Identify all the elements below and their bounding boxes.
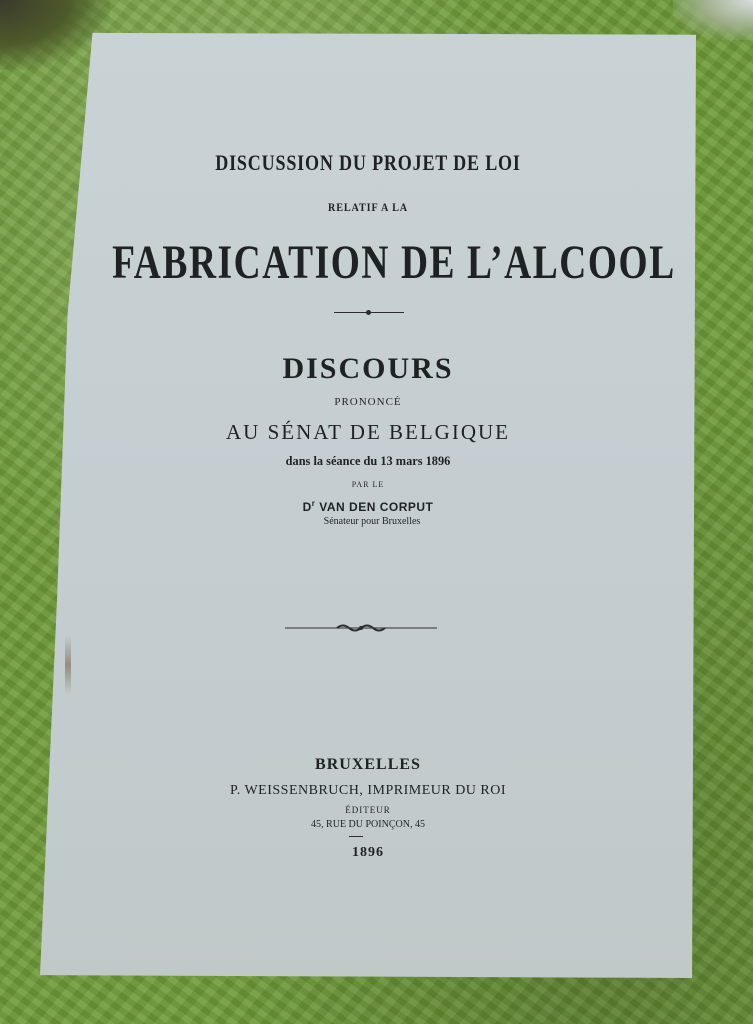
prononce-label: PRONONCÉ (334, 396, 402, 408)
seance-line: dans la séance du 13 mars 1896 (285, 453, 451, 468)
paper-stain (65, 635, 71, 695)
cover-page (40, 30, 696, 978)
main-title: FABRICATION DE L’ALCOOL (112, 236, 676, 289)
divider-rule (334, 312, 404, 313)
title-relatif: RELATIF A LA (328, 200, 408, 214)
title-pre: DISCUSSION DU PROJET DE LOI (215, 150, 521, 175)
author-prefix: D (302, 500, 312, 514)
year-line: 1896 (352, 845, 384, 860)
city-line: BRUXELLES (315, 756, 421, 773)
short-rule (349, 836, 363, 837)
printer-line: P. WEISSENBRUCH, IMPRIMEUR DU ROI (229, 783, 507, 798)
author-line (40, 499, 696, 514)
author-sup: r (311, 499, 316, 508)
venue-line: AU SÉNAT DE BELGIQUE (225, 420, 510, 444)
address-line: 45, RUE DU POINÇON, 45 (311, 819, 425, 830)
discours-heading: DISCOURS (282, 352, 454, 385)
editeur-label: ÉDITEUR (345, 805, 391, 815)
par-label: PAR LE (351, 480, 385, 489)
author-role: Sénateur pour Bruxelles (323, 516, 421, 527)
divider-dot (366, 310, 371, 315)
ornament-divider (285, 622, 437, 634)
author-name: VAN DEN CORPUT (319, 500, 434, 514)
